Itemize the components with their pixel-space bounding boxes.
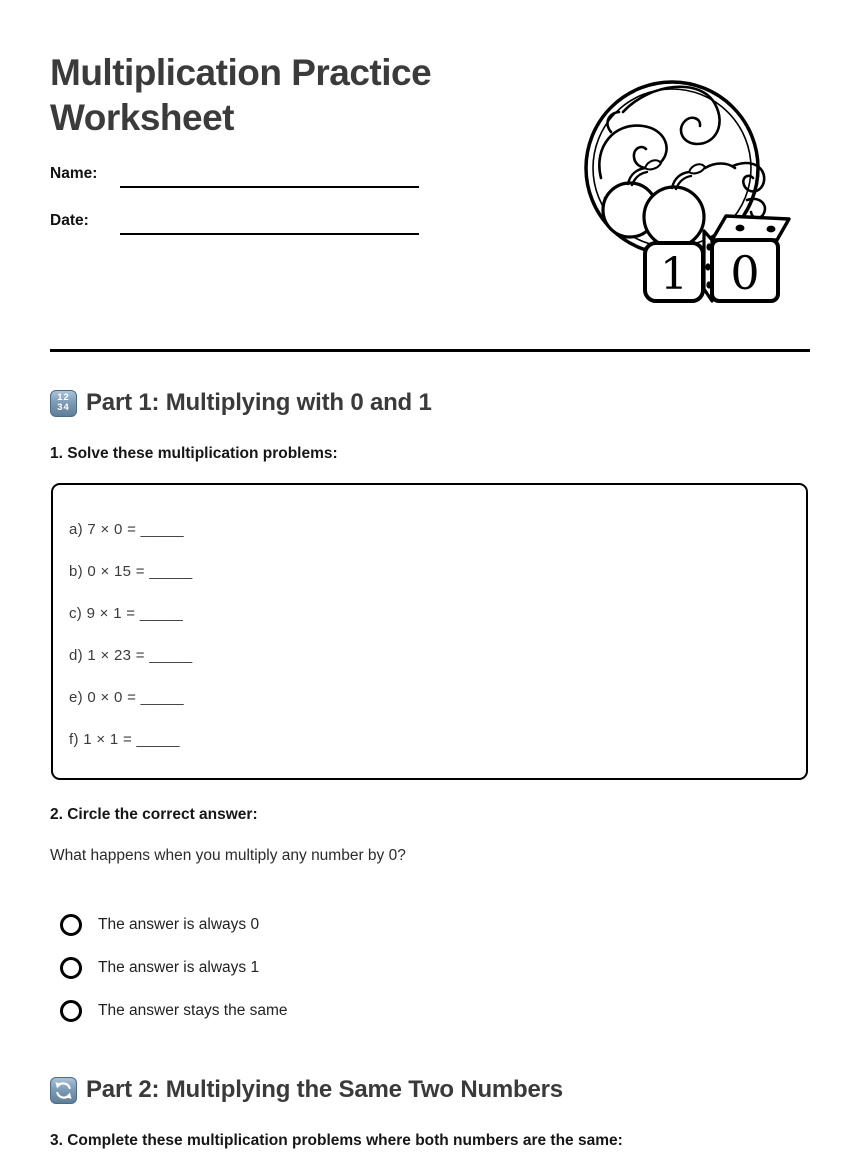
option-label-2: The answer is always 1 — [98, 959, 260, 976]
part1-heading-text: Part 1: Multiplying with 0 and 1 — [86, 389, 432, 416]
problem-c[interactable]: c) 9 × 1 = _____ — [69, 605, 184, 622]
problem-b[interactable]: b) 0 × 15 = _____ — [69, 563, 193, 580]
question3-prompt: 3. Complete these multiplication problems where both numbers are the same: — [50, 1132, 623, 1149]
page-title: Multiplication Practice Worksheet — [50, 52, 432, 138]
problem-a[interactable]: a) 7 × 0 = _____ — [69, 521, 184, 538]
die-one — [645, 243, 703, 301]
answer-options — [50, 913, 288, 1023]
problem-f[interactable]: f) 1 × 1 = _____ — [69, 731, 180, 748]
question2-text: What happens when you multiply any number by 0? — [50, 847, 406, 864]
problem-d[interactable]: d) 1 × 23 = _____ — [69, 647, 193, 664]
option-row-1[interactable] — [50, 913, 288, 937]
problems-box — [51, 483, 808, 780]
name-label: Name: — [50, 165, 98, 182]
counterclockwise-arrows-icon — [50, 1077, 77, 1104]
apples-and-dice-illustration — [575, 70, 815, 305]
section-divider — [50, 349, 810, 352]
date-input-line[interactable] — [120, 233, 419, 235]
option-row-2[interactable] — [50, 956, 288, 980]
part2-heading — [50, 1076, 563, 1104]
problem-e[interactable]: e) 0 × 0 = _____ — [69, 689, 184, 706]
name-input-line[interactable] — [120, 186, 419, 188]
die-one-numeral: 1 — [660, 249, 688, 300]
question1-prompt: 1. Solve these multiplication problems: — [50, 445, 338, 462]
radio-circle-1[interactable] — [60, 914, 82, 936]
part2-heading-text: Part 2: Multiplying the Same Two Numbers — [86, 1076, 563, 1103]
date-label: Date: — [50, 212, 89, 229]
die-zero-numeral: 0 — [730, 246, 760, 300]
question2-prompt: 2. Circle the correct answer: — [50, 806, 258, 823]
radio-circle-3[interactable] — [60, 1000, 82, 1022]
option-label-3: The answer stays the same — [98, 1002, 288, 1019]
input-numbers-icon: 12 34 — [50, 390, 77, 417]
die-zero — [704, 216, 789, 301]
radio-circle-2[interactable] — [60, 957, 82, 979]
option-label-1: The answer is always 0 — [98, 916, 260, 933]
option-row-3[interactable] — [50, 999, 288, 1023]
part1-heading — [50, 389, 432, 417]
